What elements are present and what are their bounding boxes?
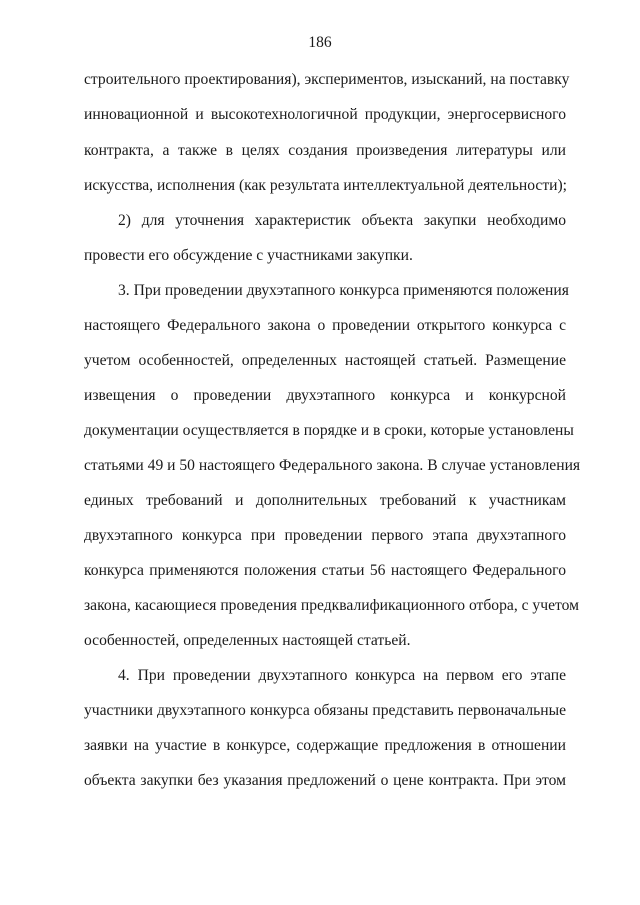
text-line: конкурса применяются положения статьи 56 настоящего Федерального xyxy=(84,562,566,579)
text-line: настоящего Федерального закона о проведении открытого конкурса с xyxy=(84,317,566,334)
text-line: 2) для уточнения характеристик объекта закупки необходимо xyxy=(118,212,566,229)
text-line: статьями 49 и 50 настоящего Федерального закона. В случае установления xyxy=(84,457,581,474)
text-line: строительного проектирования), экспериментов, изысканий, на поставку xyxy=(84,71,570,88)
text-line: закона, касающиеся проведения предквалификационного отбора, с учетом xyxy=(84,597,579,614)
text-line: заявки на участие в конкурсе, содержащие предложения в отношении xyxy=(84,737,566,754)
text-line: инновационной и высокотехнологичной продукции, энергосервисного xyxy=(84,106,566,123)
text-line: единых требований и дополнительных требований к участникам xyxy=(84,492,566,509)
text-line: особенностей, определенных настоящей статьей. xyxy=(84,632,411,649)
text-line: объекта закупки без указания предложений о цене контракта. При этом xyxy=(84,772,566,789)
text-line: участники двухэтапного конкурса обязаны представить первоначальные xyxy=(84,702,566,719)
text-line: документации осуществляется в порядке и в сроки, которые установлены xyxy=(84,422,574,439)
text-line: 3. При проведении двухэтапного конкурса применяются положения xyxy=(118,282,569,299)
text-line: контракта, а также в целях создания произведения литературы или xyxy=(84,142,566,159)
text-line: учетом особенностей, определенных настоящей статьей. Размещение xyxy=(84,352,566,369)
text-line: 4. При проведении двухэтапного конкурса на первом его этапе xyxy=(118,667,566,684)
text-line: извещения о проведении двухэтапного конкурса и конкурсной xyxy=(84,387,566,404)
text-line: искусства, исполнения (как результата интеллектуальной деятельности); xyxy=(84,177,568,194)
page-number: 186 xyxy=(308,34,332,51)
text-line: провести его обсуждение с участниками закупки. xyxy=(84,247,413,264)
text-line: двухэтапного конкурса при проведении первого этапа двухэтапного xyxy=(84,527,566,544)
